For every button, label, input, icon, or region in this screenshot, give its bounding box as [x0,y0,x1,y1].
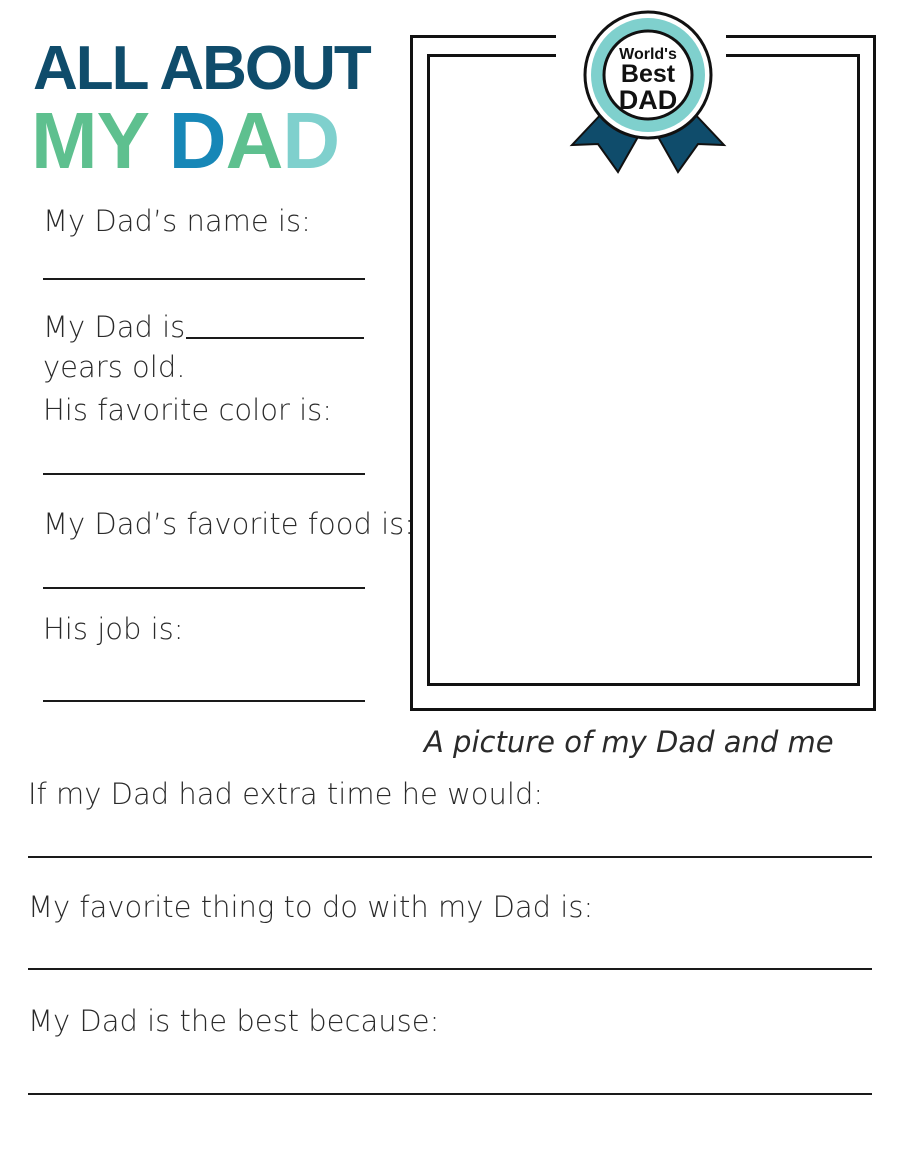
title-letter-a: A [225,96,283,185]
best-because-label: My Dad is the best because: [28,1004,440,1038]
best-because-answer-line[interactable] [28,1093,872,1095]
favorite-color-answer-line[interactable] [43,473,365,475]
dad-age-prefix: My Dad is [43,310,186,344]
dad-age-answer-line[interactable] [186,337,364,339]
favorite-food-label: My Dad’s favorite food is: [43,507,415,541]
title-word-my: MY [31,96,169,185]
dad-age-suffix: years old. [43,350,186,384]
title-letter-d2: D [282,96,340,185]
photo-caption: A picture of my Dad and me [424,725,834,759]
extra-time-answer-line[interactable] [28,856,872,858]
extra-time-label: If my Dad had extra time he would: [28,777,544,811]
job-label: His job is: [43,612,184,646]
ribbon-award-icon [568,10,728,185]
badge-line-2: Best [620,60,676,88]
favorite-thing-answer-line[interactable] [28,968,872,970]
favorite-food-answer-line[interactable] [43,587,365,589]
title-letter-d1: D [168,96,226,185]
job-answer-line[interactable] [43,700,365,702]
title-line-2 [31,98,339,184]
favorite-color-label: His favorite color is: [43,393,333,427]
badge-line-3: DAD [618,85,678,115]
dad-name-answer-line[interactable] [43,278,365,280]
favorite-thing-label: My favorite thing to do with my Dad is: [28,890,594,924]
title-line-1: ALL ABOUT [33,34,370,103]
badge-line-1: World's [619,46,677,63]
dad-name-label: My Dad’s name is: [43,204,311,238]
